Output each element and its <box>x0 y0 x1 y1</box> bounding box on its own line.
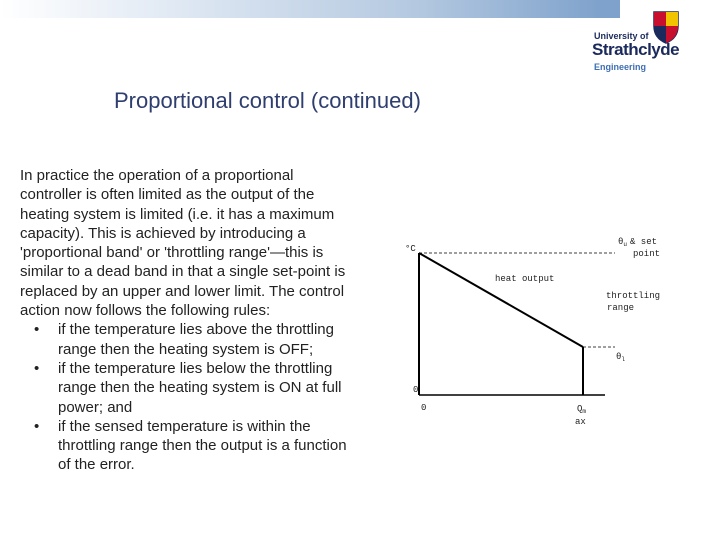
rules-list <box>20 320 350 474</box>
max-output-suffix: ax <box>575 417 586 427</box>
header-band <box>0 0 600 18</box>
upper-limit-symbol <box>618 237 627 248</box>
upper-limit-symbol-char: θ <box>618 237 624 247</box>
throttling-range-diagram <box>395 225 695 435</box>
logo-line-engineering: Engineering <box>594 62 647 72</box>
x-origin-label: 0 <box>421 403 427 413</box>
lower-limit-subscript: l <box>621 356 626 363</box>
crest-icon <box>652 10 680 44</box>
intro-paragraph: In practice the operation of a proportional controller is often limited as the output of the heating system is limited (i.e. it has a maximum capacity). This is achieved by introducing a 'proportional band' or 'throttling range'—this is similar to a dead band in that a single set-point is replaced by an upper and lower limit. The control action now follows the following rules: <box>20 167 346 320</box>
rule-item <box>20 320 350 359</box>
max-output-symbol-char: Q <box>577 404 583 414</box>
logo-line-strathclyde: Strathclyde <box>592 40 680 59</box>
rule-item <box>20 417 350 475</box>
rule-text: if the sensed temperature is within the throttling range then the output is a function of the error. <box>58 417 347 474</box>
bullet-icon: • <box>34 359 40 377</box>
y-origin-label: 0 <box>413 385 419 395</box>
heat-output-label: heat output <box>495 274 555 284</box>
max-output-subscript: m <box>582 408 587 415</box>
lower-limit-symbol <box>616 352 625 363</box>
set-point-label-line2: point <box>633 249 661 259</box>
rule-item <box>20 359 350 417</box>
university-logo <box>590 6 700 76</box>
throttling-range-label-line1: throttling <box>606 291 661 301</box>
throttling-range-label-line2: range <box>607 303 635 313</box>
max-output-symbol <box>577 404 586 415</box>
bullet-icon: • <box>34 321 40 339</box>
heat-output-line <box>419 253 583 347</box>
slide-body <box>20 166 350 475</box>
rule-text: if the temperature lies below the throttling range then the heating system is ON at full power; and <box>58 359 342 416</box>
set-point-label-line1: & set <box>630 237 658 247</box>
y-axis-unit-label: °C <box>405 244 416 254</box>
upper-limit-subscript: u <box>623 241 628 248</box>
bullet-icon: • <box>34 417 40 435</box>
lower-limit-symbol-char: θ <box>616 352 622 362</box>
logo-line-university-of: University of <box>594 31 649 41</box>
slide-title: Proportional control (continued) <box>114 88 421 113</box>
rule-text: if the temperature lies above the throttling range then the heating system is OFF; <box>58 321 334 358</box>
